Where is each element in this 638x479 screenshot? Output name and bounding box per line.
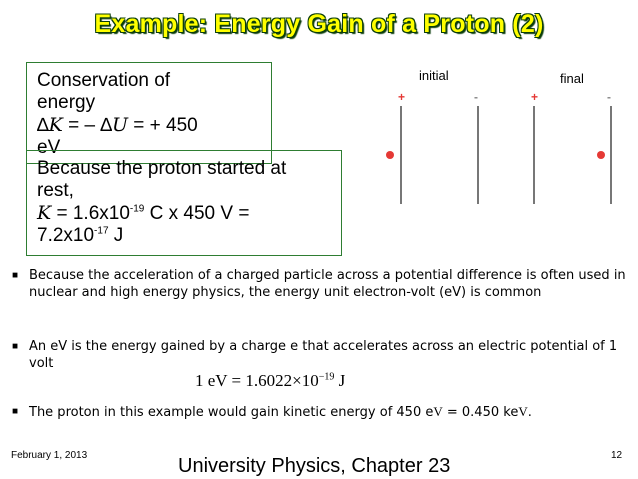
rest-equation [37, 202, 337, 225]
bullet-proton-energy [29, 403, 629, 421]
equation-part-2: C x 450 V = [144, 203, 250, 224]
rest-line-2: rest, [37, 180, 74, 201]
bullet-3-volt-1: V [433, 404, 443, 419]
bullet-icon: ■ [12, 406, 19, 417]
final-proton [597, 151, 605, 159]
potential-energy-symbol: U [111, 114, 128, 136]
result-unit: J [108, 225, 124, 246]
initial-minus-sign: - [474, 90, 478, 104]
footer-course: University Physics, Chapter 23 [178, 455, 451, 477]
initial-negative-plate [477, 106, 479, 204]
equation-part-1: = 1.6x10 [51, 203, 130, 224]
result-base: 7.2x10 [37, 225, 95, 246]
conservation-line-1: Conservation of [37, 70, 171, 91]
footer-page-number: 12 [611, 450, 623, 461]
ev-formula [195, 371, 345, 391]
final-negative-plate [610, 106, 612, 204]
rest-result [37, 225, 337, 247]
rest-line-1: Because the proton started at [37, 158, 287, 179]
kinetic-energy-symbol: K [37, 202, 52, 224]
bullet-icon: ■ [12, 341, 19, 352]
initial-label: initial [419, 68, 449, 83]
kinetic-energy-symbol: K [48, 114, 63, 136]
initial-positive-plate [400, 106, 402, 204]
final-plus-sign: + [531, 90, 539, 104]
initial-proton [386, 151, 394, 159]
bullet-ev-definition: An eV is the energy gained by a charge e that accelerates across an electric potential of 1 volt [29, 339, 618, 371]
result-exponent: -17 [94, 225, 109, 237]
bullet-3-end: . [527, 405, 532, 420]
bullet-3-mid: = 0.450 ke [442, 405, 519, 420]
final-positive-plate [533, 106, 535, 204]
footer-date: February 1, 2013 [11, 450, 88, 461]
conservation-text [37, 70, 269, 159]
bullet-icon: ■ [12, 270, 19, 281]
conservation-line-2: energy [37, 92, 96, 113]
delta-symbol: ∆ [37, 115, 49, 136]
exponent-1: -19 [129, 203, 145, 215]
equation-value: = + 450 [127, 115, 198, 136]
formula-lhs: 1 eV = 1.6022×10 [195, 371, 319, 390]
bullet-3-prefix: The proton in this example would gain kinetic energy of 450 e [29, 405, 434, 420]
formula-exponent: −19 [318, 371, 335, 383]
bullet-3-volt-2: V [518, 404, 528, 419]
final-minus-sign: - [607, 90, 611, 104]
slide-title: Example: Energy Gain of a Proton (2) [94, 10, 544, 38]
final-label: final [560, 71, 584, 86]
formula-unit: J [334, 371, 346, 390]
initial-plus-sign: + [398, 90, 406, 104]
rest-text [37, 158, 337, 247]
equation-middle: = – ∆ [62, 115, 112, 136]
bullet-electron-volt: Because the acceleration of a charged particle across a potential difference is often used in nuclear and high energy physics, the energy unit electron-volt (eV) is common [29, 268, 626, 300]
conservation-line-4: eV [37, 137, 61, 158]
conservation-equation [37, 114, 269, 137]
